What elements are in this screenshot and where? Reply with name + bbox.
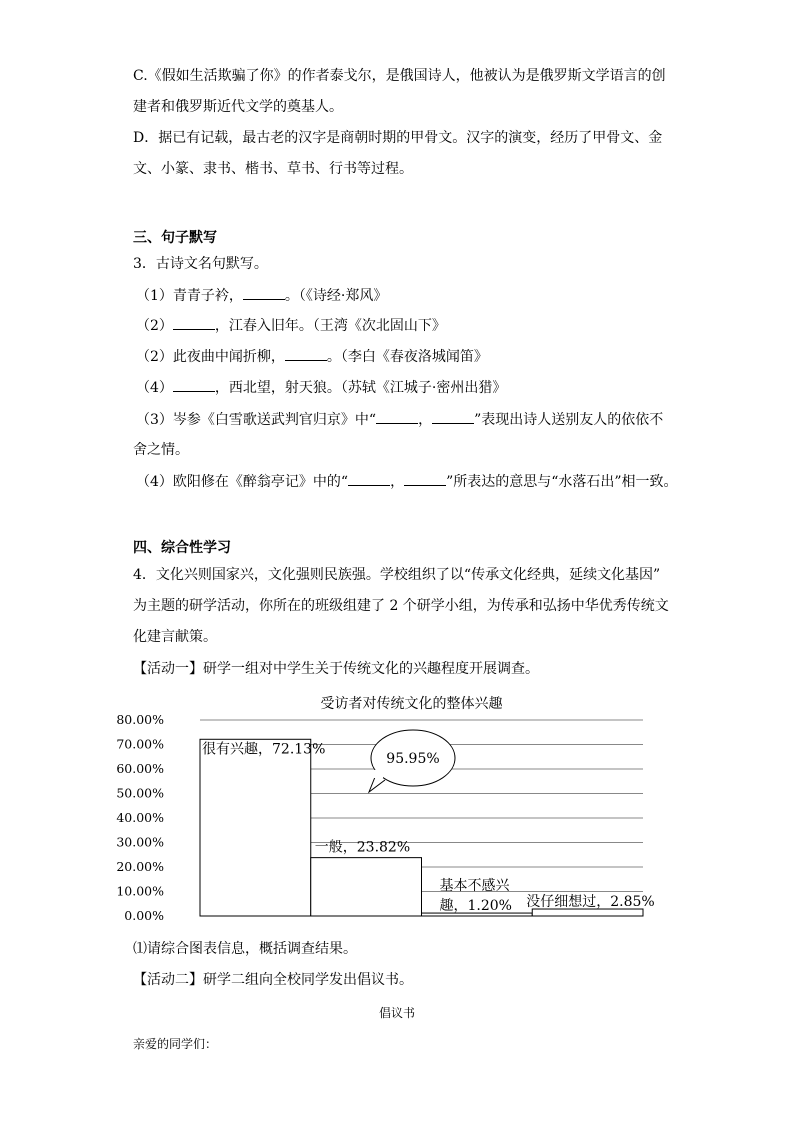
poem-item-5-line2: 舍之情。 (133, 442, 189, 458)
data-label: 趣，1.20% (439, 898, 512, 914)
y-tick-label: 50.00% (116, 785, 164, 801)
answer-blank[interactable] (348, 471, 390, 486)
bar (532, 909, 643, 916)
chart-svg (116, 688, 658, 928)
poem-item-5-suffix: ”表现出诗人送别友人的依依不 (474, 412, 664, 428)
chart-title: 受访者对传统文化的整体兴趣 (320, 696, 503, 712)
answer-blank[interactable] (173, 377, 215, 392)
poem-item-2 (136, 315, 446, 336)
poem-item-5 (136, 409, 663, 430)
question-4-line3: 化建言献策。 (133, 629, 217, 645)
y-tick-label: 70.00% (116, 736, 164, 752)
poem-item-5-mid: ， (418, 412, 433, 428)
poem-item-2-suffix: ，江春入旧年。（王湾《次北固山下》 (214, 318, 446, 334)
letter-greeting: 亲爱的同学们： (133, 1037, 218, 1051)
interest-bar-chart (116, 688, 658, 928)
poem-item-3-suffix: 。（李白《春夜洛城闻笛》 (326, 349, 488, 365)
answer-blank[interactable] (376, 409, 418, 424)
section4-heading: 四、综合性学习 (133, 540, 231, 556)
question-4-line2: 为主题的研学活动，你所在的班级组建了 2 个研学小组，为传承和弘扬中华优秀传统文 (133, 598, 669, 614)
answer-blank[interactable] (285, 346, 327, 361)
answer-blank[interactable] (404, 471, 446, 486)
poem-item-4-suffix: ，西北望，射天狼。（苏轼《江城子·密州出猎》 (214, 380, 507, 396)
poem-item-6 (136, 471, 678, 492)
data-label: 一般，23.82% (314, 839, 411, 856)
poem-item-3-prefix: （2）此夜曲中闻折柳， (136, 349, 285, 365)
poem-item-1 (136, 285, 387, 306)
option-d-line2: 文、小篆、隶书、楷书、草书、行书等过程。 (133, 161, 413, 177)
y-tick-label: 80.00% (116, 712, 164, 727)
poem-item-5-prefix: （3）岑参《白雪歌送武判官归京》中“ (136, 412, 377, 428)
y-tick-label: 30.00% (116, 834, 164, 850)
callout-text: 95.95% (386, 751, 440, 767)
poem-item-4-prefix: （4） (136, 380, 173, 396)
activity-2: 【活动二】研学二组向全校同学发出倡议书。 (133, 972, 413, 988)
option-d-line1: D．据已有记载，最古老的汉字是商朝时期的甲骨文。汉字的演变，经历了甲骨文、金 (133, 130, 663, 146)
section3-heading: 三、句子默写 (133, 230, 217, 246)
poem-item-3 (136, 346, 488, 367)
sub-question-1: ⑴请综合图表信息，概括调查结果。 (133, 941, 357, 957)
question-3: 3．古诗文名句默写。 (133, 256, 268, 272)
data-label: 基本不感兴 (439, 878, 510, 894)
y-tick-label: 60.00% (116, 761, 164, 776)
poem-item-6-prefix: （4）欧阳修在《醉翁亭记》中的“ (136, 474, 349, 490)
bar (200, 739, 311, 916)
poem-item-6-suffix: ”所表达的意思与“水落石出”相一致。 (446, 474, 678, 490)
option-c-line2: 建者和俄罗斯近代文学的奠基人。 (133, 99, 343, 115)
option-c-line1: C.《假如生活欺骗了你》的作者泰戈尔，是俄国诗人，他被认为是俄罗斯文学语言的创 (133, 68, 666, 84)
bar (311, 858, 422, 916)
letter-title: 倡议书 (378, 1006, 415, 1020)
poem-item-1-prefix: （1）青青子衿， (136, 288, 243, 304)
poem-item-1-suffix: 。（《诗经·郑风》 (284, 288, 388, 304)
question-4-line1: 4．文化兴则国家兴，文化强则民族强。学校组织了以“传承文化经典，延续文化基因” (133, 567, 661, 583)
data-label: 没仔细想过，2.85% (526, 894, 655, 910)
poem-item-2-prefix: （2） (136, 318, 173, 334)
y-tick-label: 10.00% (116, 883, 164, 899)
y-tick-label: 20.00% (116, 859, 164, 874)
answer-blank[interactable] (432, 409, 474, 424)
y-tick-label: 40.00% (116, 810, 164, 825)
activity-1: 【活动一】研学一组对中学生关于传统文化的兴趣程度开展调查。 (133, 661, 539, 677)
poem-item-6-mid: ， (390, 474, 405, 490)
answer-blank[interactable] (243, 285, 285, 300)
data-label: 很有兴趣，72.13% (202, 741, 326, 758)
callout-mask (373, 770, 383, 778)
answer-blank[interactable] (173, 315, 215, 330)
poem-item-4 (136, 377, 506, 398)
y-tick-label: 0.00% (124, 908, 164, 923)
